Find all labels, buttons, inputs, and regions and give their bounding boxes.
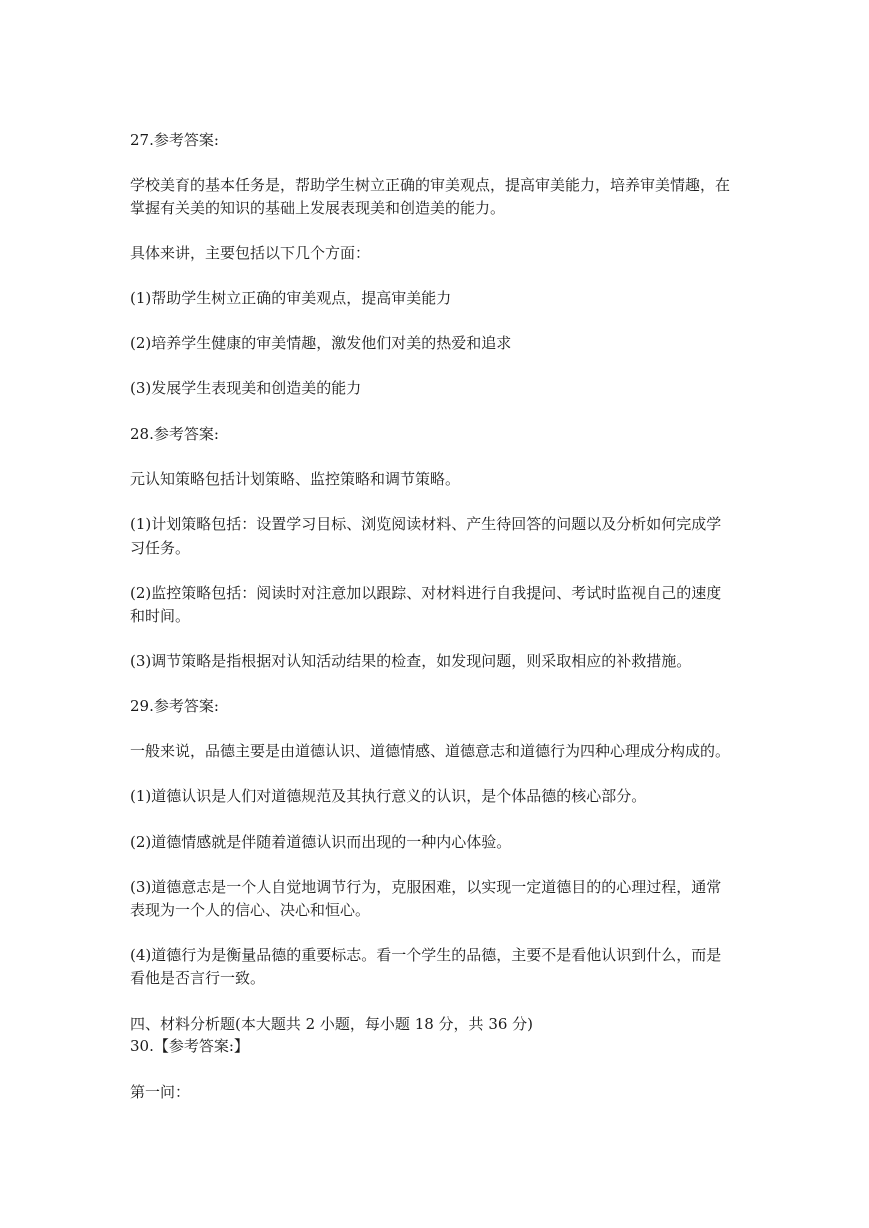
- q27-item-3: (3)发展学生表现美和创造美的能力: [130, 379, 362, 397]
- q29-item-4-line-2: 看他是否言行一致。: [130, 969, 266, 987]
- q27-item-2: (2)培养学生健康的审美情趣，激发他们对美的热爱和追求: [130, 334, 512, 352]
- q29-item-3-line-1: (3)道德意志是一个人自觉地调节行为，克服困难，以实现一定道德目的的心理过程，通常: [130, 878, 722, 896]
- q27-paragraph-line-1: 学校美育的基本任务是，帮助学生树立正确的审美观点，提高审美能力，培养审美情趣，在: [130, 176, 731, 194]
- q29-item-1: (1)道德认识是人们对道德规范及其执行意义的认识，是个体品德的核心部分。: [130, 787, 647, 805]
- q28-item-1-line-2: 习任务。: [130, 539, 191, 557]
- q28-item-2-line-2: 和时间。: [130, 607, 191, 625]
- q27-paragraph-line-2: 掌握有关美的知识的基础上发展表现美和创造美的能力。: [130, 199, 506, 217]
- q29-paragraph: 一般来说，品德主要是由道德认识、道德情感、道德意志和道德行为四种心理成分构成的。: [130, 742, 731, 760]
- q27-item-1: (1)帮助学生树立正确的审美观点，提高审美能力: [130, 289, 452, 307]
- q28-heading: 28.参考答案:: [130, 425, 219, 443]
- q28-item-2-line-1: (2)监控策略包括：阅读时对注意加以跟踪、对材料进行自我提问、考试时监视自己的速度: [130, 584, 722, 602]
- q29-item-2: (2)道德情感就是伴随着道德认识而出现的一种内心体验。: [130, 833, 512, 851]
- q30-heading: 30.【参考答案:】: [130, 1037, 249, 1055]
- q29-item-3-line-2: 表现为一个人的信心、决心和恒心。: [130, 901, 371, 919]
- q29-item-4-line-1: (4)道德行为是衡量品德的重要标志。看一个学生的品德，主要不是看他认识到什么，而是: [130, 946, 722, 964]
- q27-intro: 具体来讲，主要包括以下几个方面：: [130, 244, 371, 262]
- q30-sub-question-1: 第一问：: [130, 1083, 191, 1101]
- q27-heading: 27.参考答案:: [130, 131, 219, 149]
- q28-item-1-line-1: (1)计划策略包括：设置学习目标、浏览阅读材料、产生待回答的问题以及分析如何完成学: [130, 515, 722, 533]
- q28-paragraph: 元认知策略包括计划策略、监控策略和调节策略。: [130, 470, 461, 488]
- q29-heading: 29.参考答案:: [130, 697, 219, 715]
- section-4-heading: 四、材料分析题(本大题共 2 小题，每小题 18 分，共 36 分): [130, 1015, 534, 1033]
- q28-item-3: (3)调节策略是指根据对认知活动结果的检查，如发现问题，则采取相应的补救措施。: [130, 652, 692, 670]
